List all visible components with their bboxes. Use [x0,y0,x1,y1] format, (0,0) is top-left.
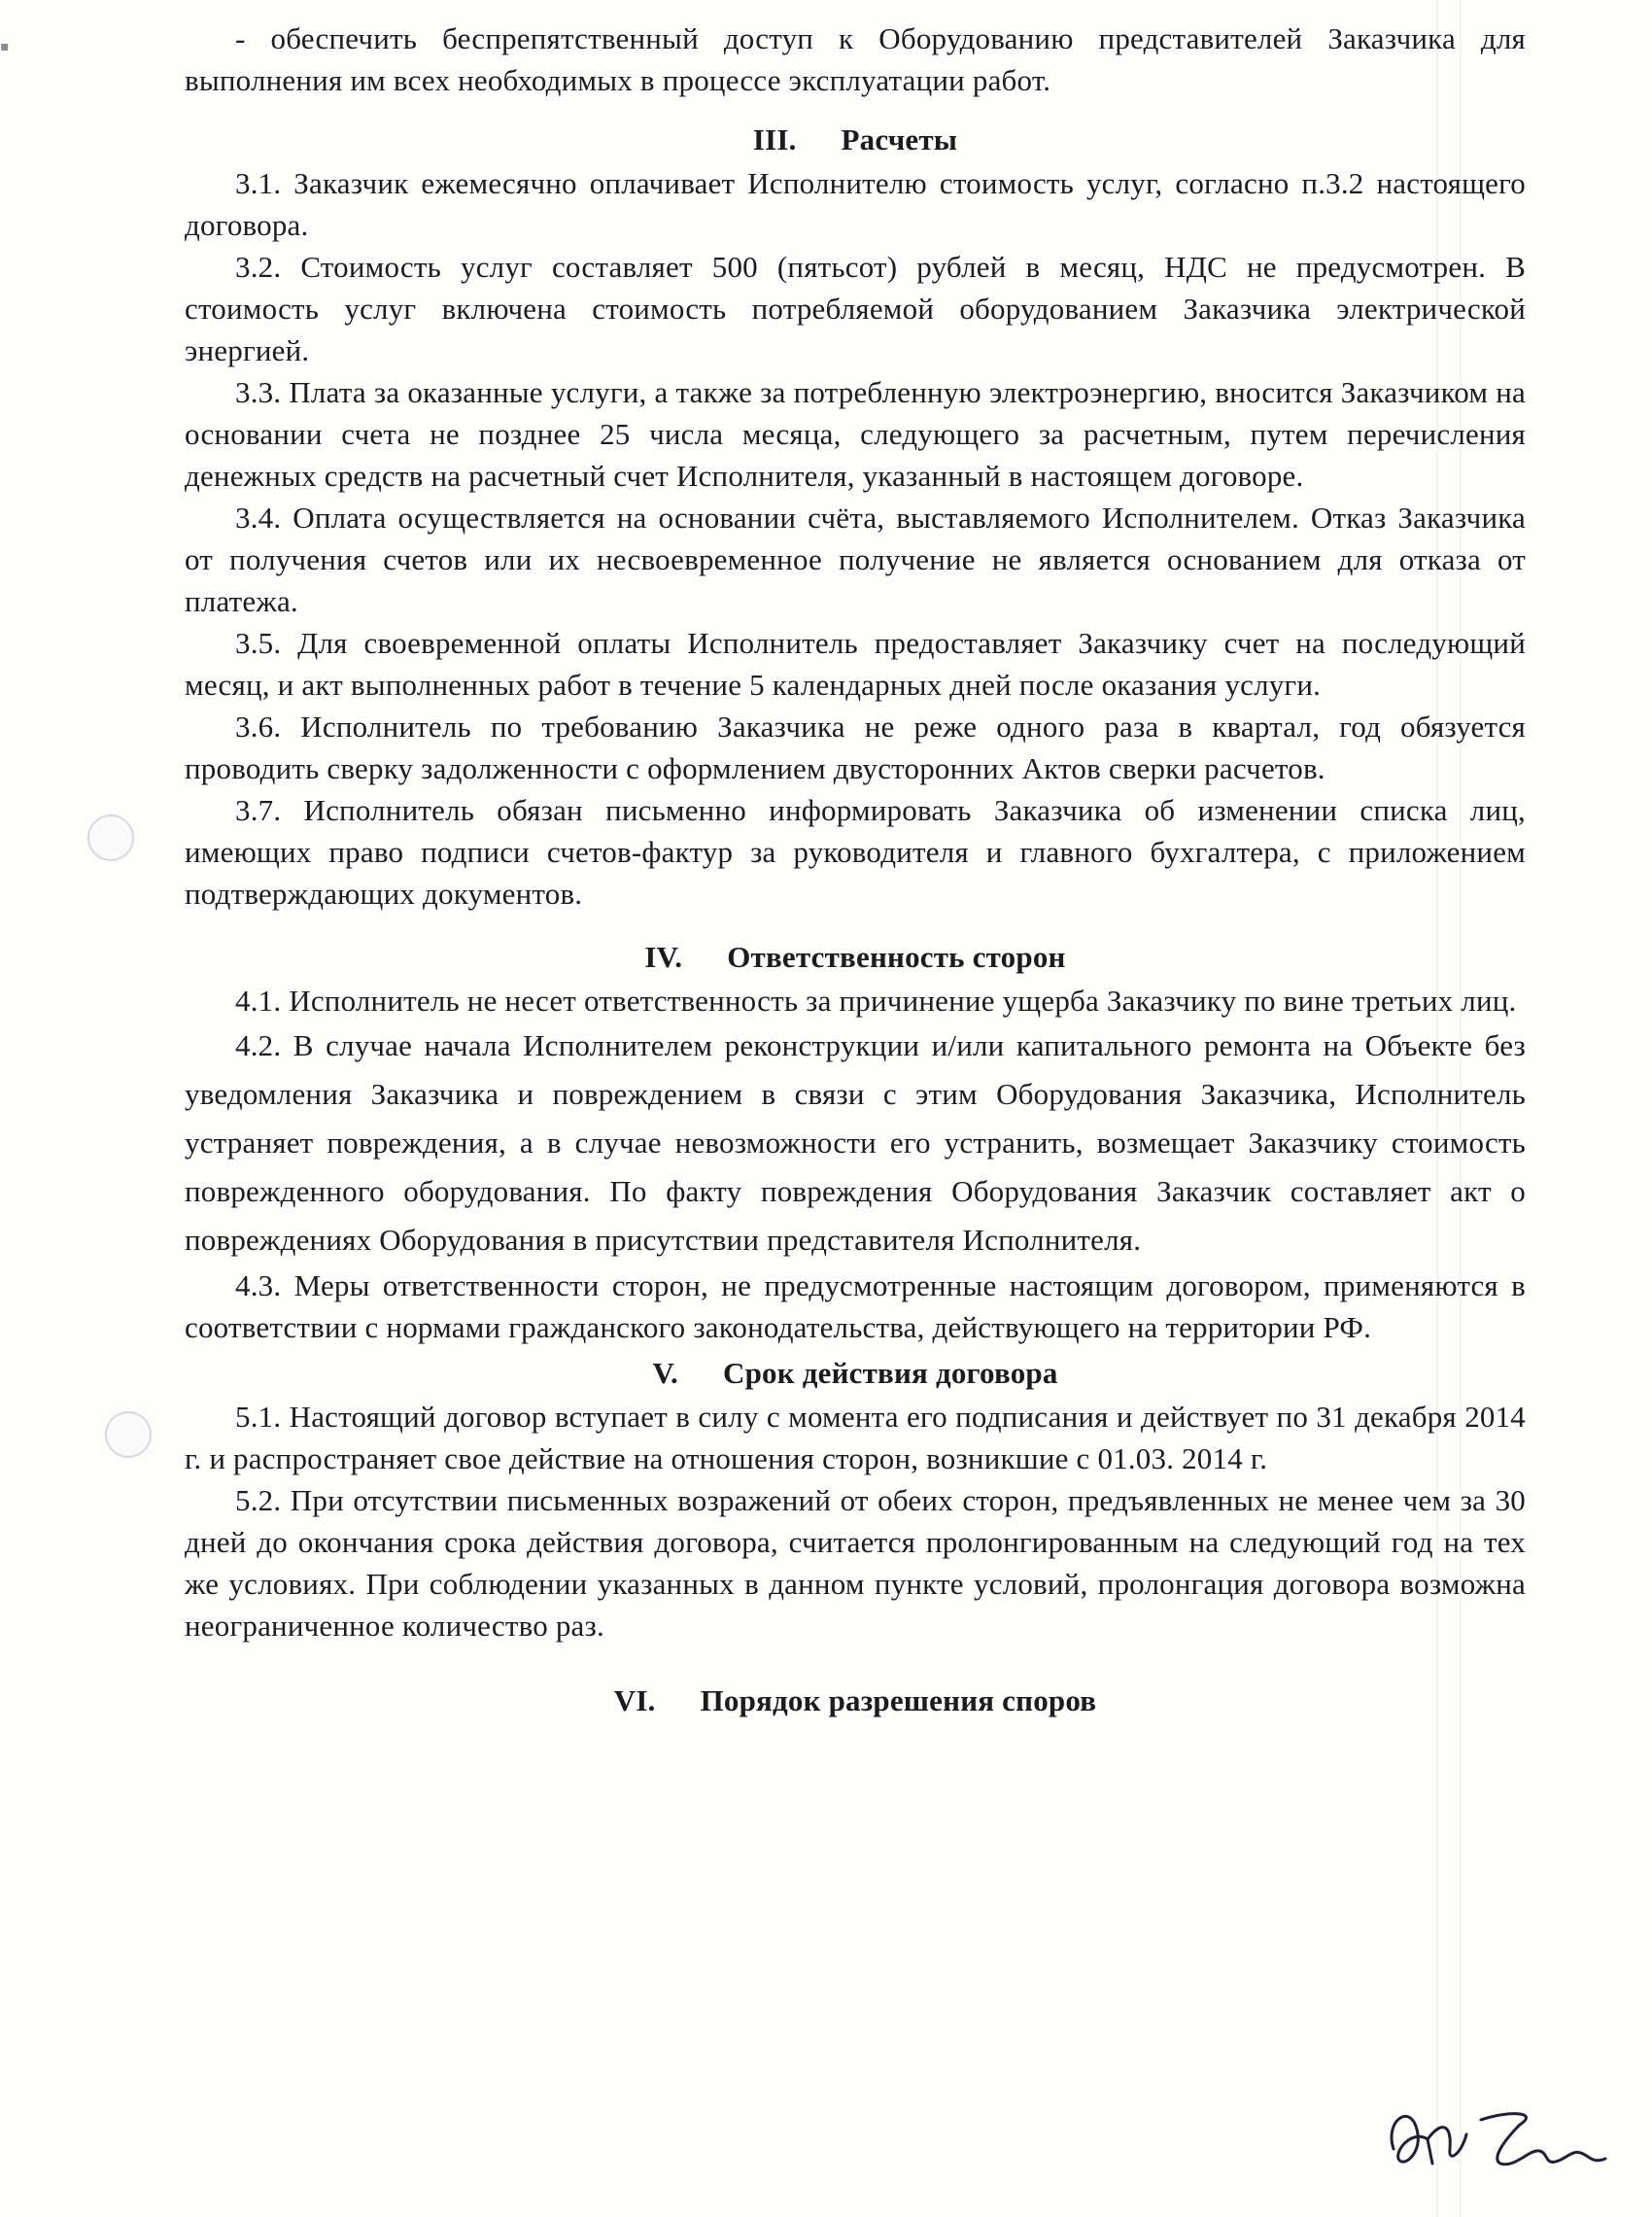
section-number: VI. [613,1683,656,1717]
clause-5-2: 5.2. При отсутствии письменных возражений от обеих сторон, предъявленных не менее чем за 30 дней до окончания срока действия договора, считается пролонгированным на следующий год на тех же условиях. При соблюдении указанных в данном пункте условий, пролонгация договора возможна неограниченное количество раз. [185,1483,1526,1643]
clause-3-4: 3.4. Оплата осуществляется на основании счёта, выставляемого Исполнителем. Отказ Заказчика от получения счетов или их несвоевременное получение не является основанием для отказа от платежа. [185,501,1526,618]
section-heading-iv [185,936,1526,978]
clause-4-1: 4.1. Исполнитель не несет ответственность за причинение ущерба Заказчику по вине третьих лиц. [235,984,1517,1018]
intro-paragraph: - обеспечить беспрепятственный доступ к Оборудованию представителей Заказчика для выполнения им всех необходимых в процессе эксплуатации работ. [185,21,1526,97]
section-title: Срок действия договора [723,1356,1058,1390]
section-heading-v [185,1352,1526,1394]
clause-4-2: 4.2. В случае начала Исполнителем реконструкции и/или капитального ремонта на Объекте без уведомления Заказчика и повреждением в связи с этим Оборудования Заказчика, Исполнитель устраняет повреждения, а в случае невозможности его устранить, возмещает Заказчику стоимость поврежденного оборудования. По факту повреждения Оборудования Заказчик составляет акт о повреждениях Оборудования в присутствии представителя Исполнителя. [185,1028,1526,1257]
handwritten-signature [1374,2081,1617,2188]
clause-5-1: 5.1. Настоящий договор вступает в силу с момента его подписания и действует по 31 декабря 2014 г. и распространяет свое действие на отношения сторон, возникшие с 01.03. 2014 г. [185,1400,1526,1475]
section-title: Порядок разрешения споров [700,1683,1097,1717]
section-title: Расчеты [841,122,958,156]
clause-3-7: 3.7. Исполнитель обязан письменно информировать Заказчика об изменении списка лиц, имеющих право подписи счетов-фактур за руководителя и главного бухгалтера, с приложением подтверждающих документов. [185,793,1526,911]
section-number: III. [752,122,797,156]
section-title: Ответственность сторон [727,940,1066,974]
clause-3-6: 3.6. Исполнитель по требованию Заказчика не реже одного раза в квартал, год обязуется проводить сверку задолженности с оформлением двусторонних Актов сверки расчетов. [185,710,1526,785]
section-number: V. [652,1356,678,1390]
clause-3-2: 3.2. Стоимость услуг составляет 500 (пятьсот) рублей в месяц, НДС не предусмотрен. В стоимость услуг включена стоимость потребляемой оборудованием Заказчика электрической энергией. [185,250,1526,367]
document-body [185,17,1526,1723]
section-heading-iii [185,119,1526,160]
section-heading-vi [185,1680,1526,1721]
scan-mark: ▪ [0,39,10,54]
section-number: IV. [644,940,683,974]
punch-hole [87,814,134,861]
clause-3-3: 3.3. Плата за оказанные услуги, а также за потребленную электроэнергию, вносится Заказчиком на основании счета не позднее 25 числа месяца, следующего за расчетным, путем перечисления денежных средств на расчетный счет Исполнителя, указанный в настоящем договоре. [185,375,1526,493]
punch-hole [105,1411,152,1458]
clause-3-5: 3.5. Для своевременной оплаты Исполнитель предоставляет Заказчику счет на последующий месяц, и акт выполненных работ в течение 5 календарных дней после оказания услуги. [185,626,1526,702]
clause-3-1: 3.1. Заказчик ежемесячно оплачивает Исполнителю стоимость услуг, согласно п.3.2 настоящего договора. [185,166,1526,242]
clause-4-3: 4.3. Меры ответственности сторон, не предусмотренные настоящим договором, применяются в соответствии с нормами гражданского законодательства, действующего на территории РФ. [185,1268,1526,1344]
